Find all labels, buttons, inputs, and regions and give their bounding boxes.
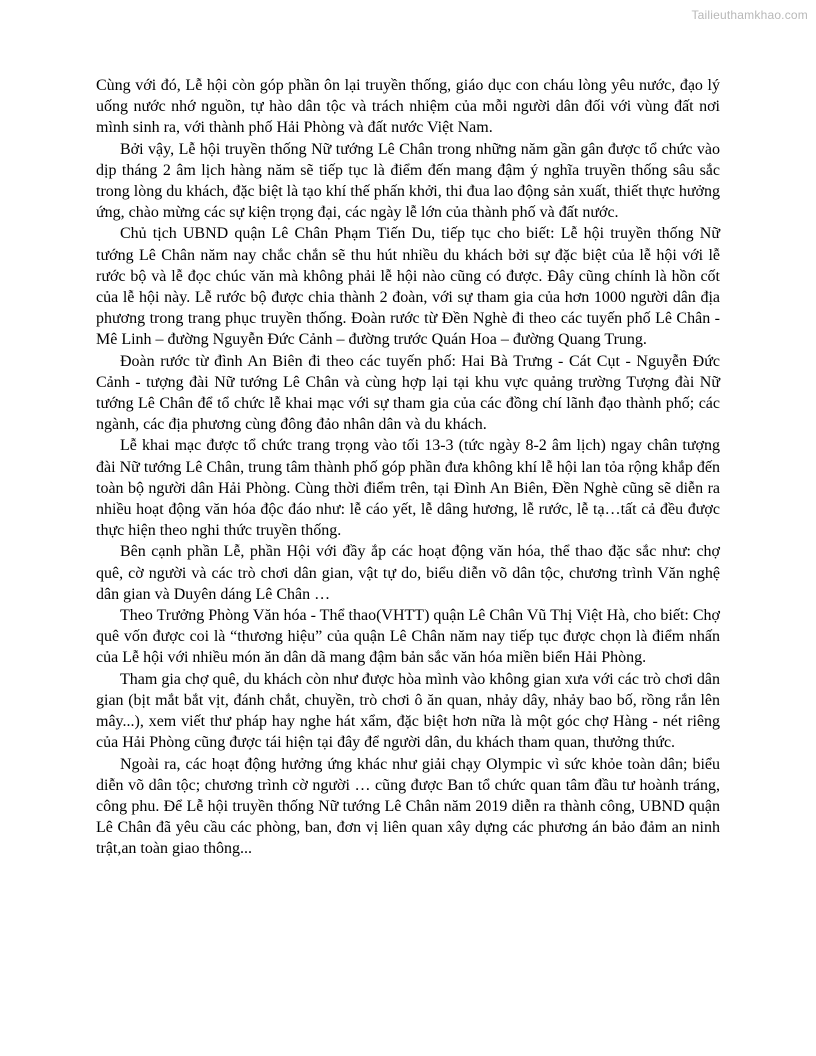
paragraph-4: Đoàn rước từ đình An Biên đi theo các tuyến phố: Hai Bà Trưng - Cát Cụt - Nguyễn Đức Cảnh - tượng đài Nữ tướng Lê Chân và cùng hợp lại tại khu vực quảng trường Tượng đài Nữ tướng Lê Chân để tổ chức lễ khai mạc với sự tham gia của các đồng chí lãnh đạo thành phố; các ngành, các địa phương cùng đông đảo nhân dân và du khách. [96, 352, 720, 434]
paragraph-9: Ngoài ra, các hoạt động hưởng ứng khác như giải chạy Olympic vì sức khỏe toàn dân; biểu diễn võ dân tộc; chương trình cờ người … cũng được Ban tổ chức quan tâm đầu tư hoành tráng, công phu. Để Lễ hội truyền thống Nữ tướng Lê Chân năm 2019 diễn ra thành công, UBND quận Lê Chân đã yêu cầu các phòng, ban, đơn vị liên quan xây dựng các phương án bảo đảm an ninh trật,an toàn giao thông... [96, 755, 720, 858]
watermark-text: Tailieuthamkhao.com [691, 8, 808, 22]
paragraph-6: Bên cạnh phần Lễ, phần Hội với đầy ắp các hoạt động văn hóa, thể thao đặc sắc như: chợ quê, cờ người và các trò chơi dân gian, vật tự do, biểu diễn võ dân tộc, chương trình Văn nghệ dân gian và Duyên dáng Lê Chân … [96, 543, 720, 603]
paragraph-1: Cùng với đó, Lễ hội còn góp phần ôn lại truyền thống, giáo dục con cháu lòng yêu nước, đạo lý uống nước nhớ nguồn, tự hào dân tộc và trách nhiệm của mỗi người dân đối với vùng đất nơi mình sinh ra, với thành phố Hải Phòng và đất nước Việt Nam. [96, 77, 720, 137]
paragraph-3: Chủ tịch UBND quận Lê Chân Phạm Tiến Du, tiếp tục cho biết: Lễ hội truyền thống Nữ tướng Lê Chân năm nay chắc chắn sẽ thu hút nhiều du khách bởi sự đặc biệt của lễ hội với lễ rước bộ và lễ đọc chúc văn mà không phải lễ hội nào cũng có được. Đây cũng chính là hồn cốt của lễ hội này. Lễ rước bộ được chia thành 2 đoàn, với sự tham gia của hơn 1000 người dân địa phương trong trang phục truyền thống. Đoàn rước từ Đền Nghè đi theo các tuyến phố Lê Chân - Mê Linh – đường Nguyễn Đức Cảnh – đường trước Quán Hoa – đường Quang Trung. [96, 225, 720, 349]
paragraph-5: Lễ khai mạc được tổ chức trang trọng vào tối 13-3 (tức ngày 8-2 âm lịch) ngay chân tượng đài Nữ tướng Lê Chân, trung tâm thành phố góp phần đưa không khí lễ hội lan tỏa rộng khắp đến toàn bộ người dân Hải Phòng. Cùng thời điểm trên, tại Đình An Biên, Đền Nghè cũng sẽ diễn ra nhiều hoạt động văn hóa độc đáo như: lễ cáo yết, lễ dâng hương, lễ rước, lễ tạ…tất cả đều được thực hiện theo nghi thức truyền thống. [96, 437, 720, 540]
paragraph-2: Bởi vậy, Lễ hội truyền thống Nữ tướng Lê Chân trong những năm gần gân được tổ chức vào dịp tháng 2 âm lịch hàng năm sẽ tiếp tục là điểm đến mang đậm ý nghĩa truyền thống sâu sắc trong lòng du khách, đặc biệt là tạo khí thế phấn khởi, thi đua lao động sản xuất, thiết thực hưởng ứng, chào mừng các sự kiện trọng đại, các ngày lễ lớn của thành phố và đất nước. [96, 140, 720, 222]
paragraph-7: Theo Trưởng Phòng Văn hóa - Thể thao(VHTT) quận Lê Chân Vũ Thị Việt Hà, cho biết: Chợ quê vốn được coi là “thương hiệu” của quận Lê Chân năm nay tiếp tục được chọn là điểm nhấn của Lễ hội với nhiều món ăn dân dã mang đậm bản sắc văn hóa miền biển Hải Phòng. [96, 607, 720, 667]
document-body [96, 75, 720, 860]
paragraph-8: Tham gia chợ quê, du khách còn như được hòa mình vào không gian xưa với các trò chơi dân gian (bịt mắt bắt vịt, đánh chắt, chuyền, trò chơi ô ăn quan, nhảy dây, nhảy bao bố, rồng rắn lên mây...), xem viết thư pháp hay nghe hát xẩm, đặc biệt hơn nữa là một góc chợ Hàng - nét riêng của Hải Phòng cũng được tái hiện tại đây để người dân, du khách tham quan, thưởng thức. [96, 670, 720, 752]
